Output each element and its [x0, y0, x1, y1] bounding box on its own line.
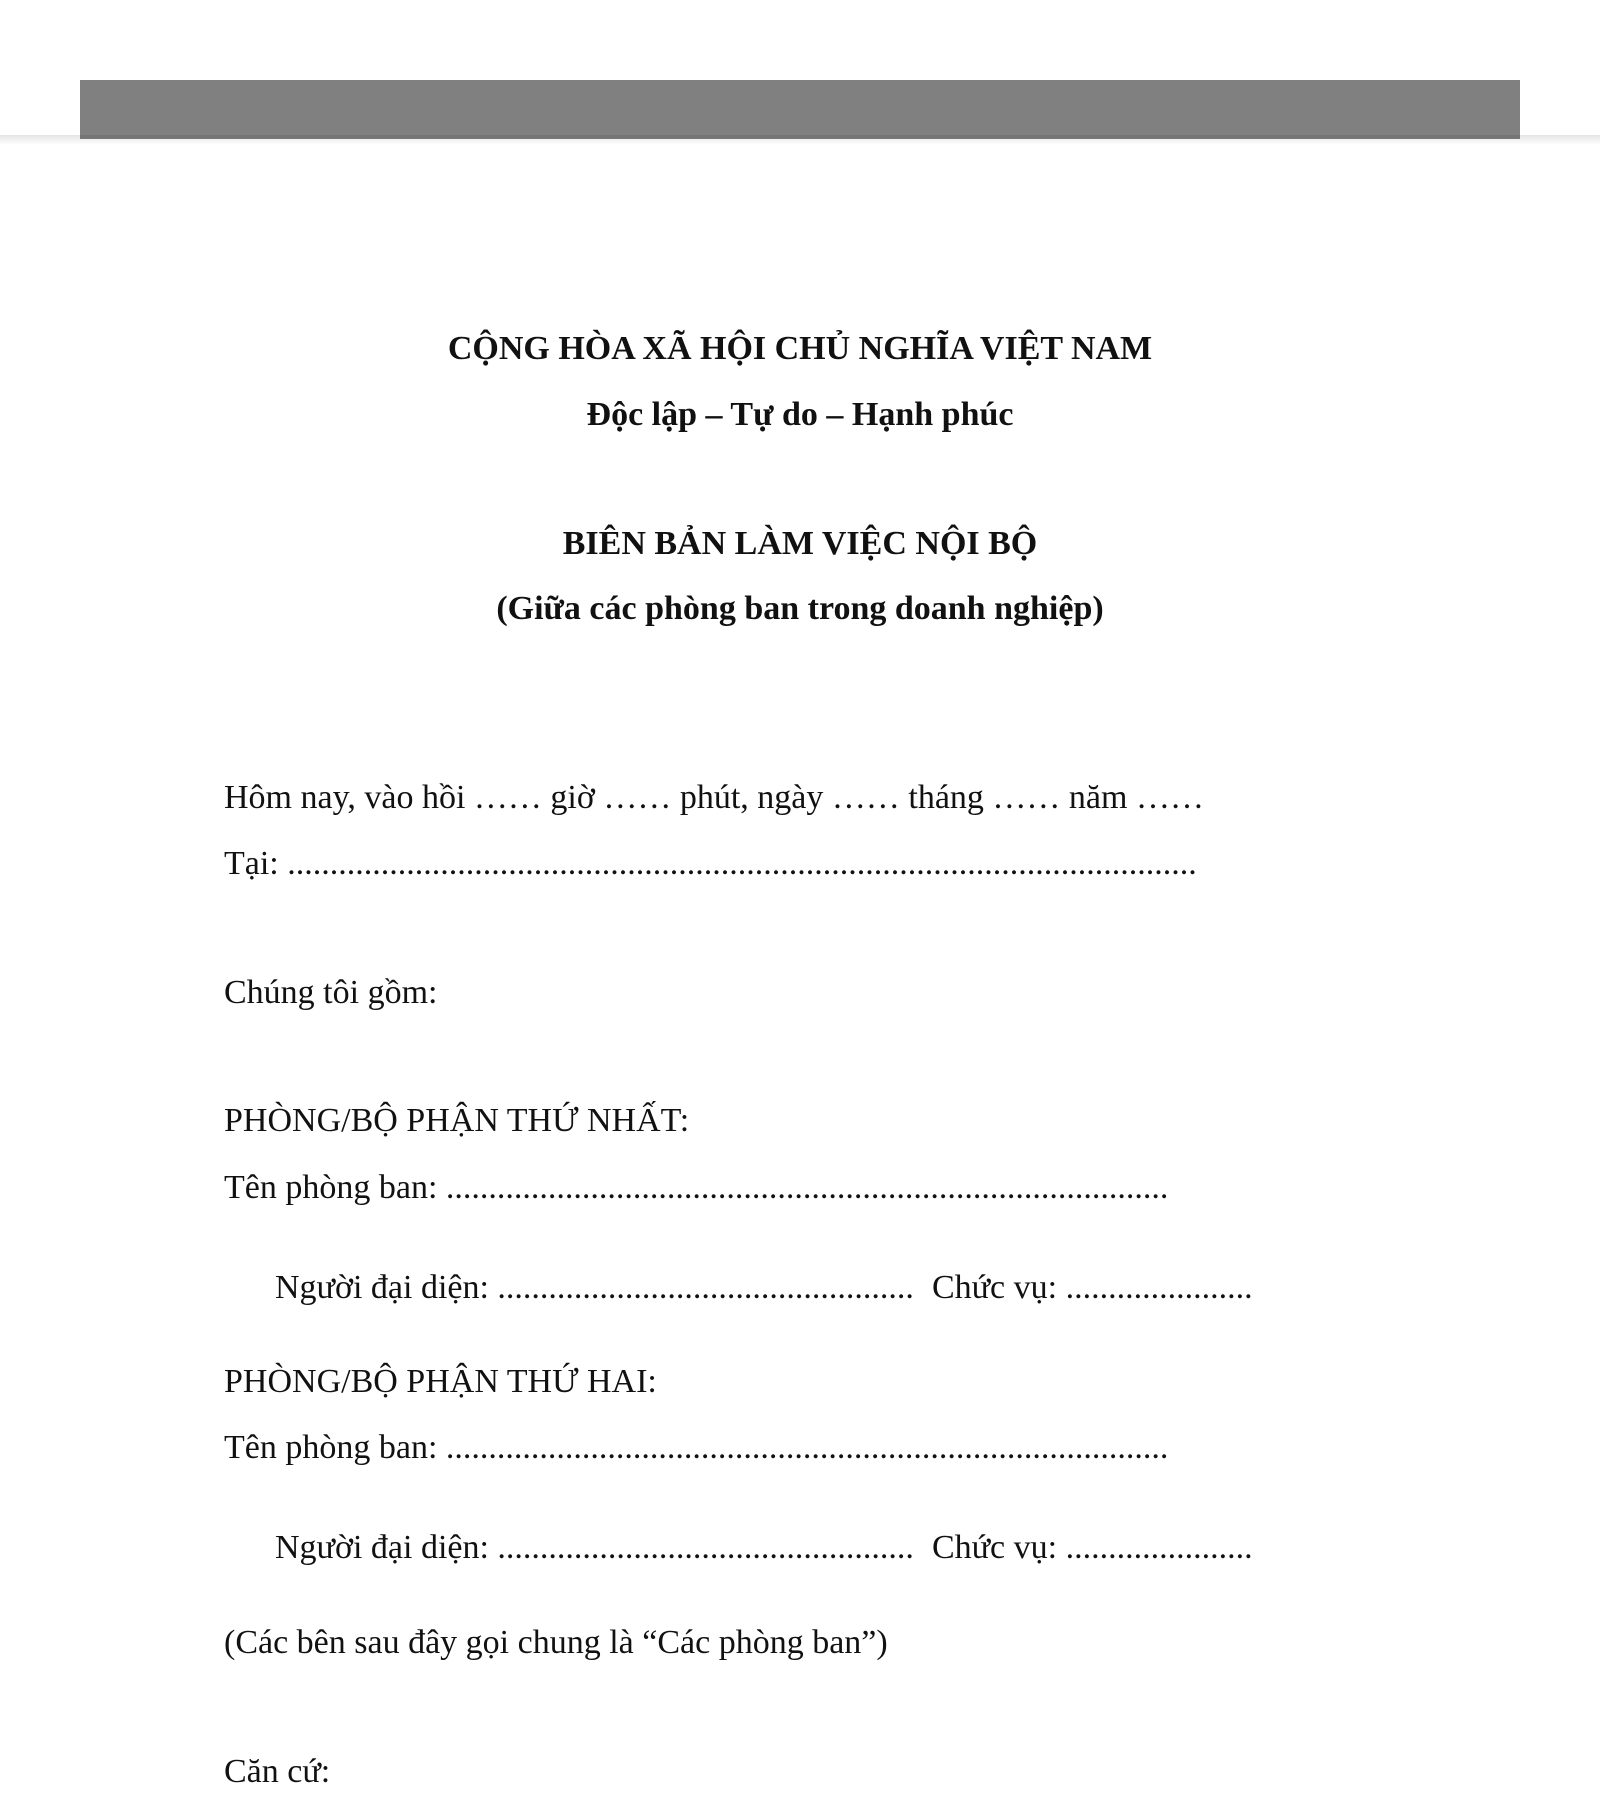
participants-label: Chúng tôi gồm: [224, 974, 438, 1011]
basis-label: Căn cứ: [224, 1753, 331, 1790]
department-2-representative-row [224, 1497, 1253, 1599]
department-1-representative-row [224, 1237, 1253, 1339]
document-subtitle: (Giữa các phòng ban trong doanh nghiệp) [496, 590, 1104, 627]
department-2-name-line: Tên phòng ban: ..................................................................................... [224, 1429, 1169, 1466]
country-name: CỘNG HÒA XÃ HỘI CHỦ NGHĨA VIỆT NAM [447, 330, 1153, 367]
department-1-name-line: Tên phòng ban: ..................................................................................... [224, 1169, 1169, 1206]
location-line: Tại: ........................................................................................................... [224, 845, 1197, 882]
collective-note: (Các bên sau đây gọi chung là “Các phòng ban”) [224, 1624, 888, 1661]
department-1-representative-line: Người đại diện: ................................................. [275, 1269, 914, 1306]
department-1-position-line: Chức vụ: ...................... [931, 1269, 1253, 1306]
document-title: BIÊN BẢN LÀM VIỆC NỘI BỘ [562, 525, 1038, 562]
department-1-heading: PHÒNG/BỘ PHẬN THỨ NHẤT: [224, 1102, 690, 1139]
department-2-representative-line: Người đại diện: ................................................. [275, 1529, 914, 1566]
department-2-position-line: Chức vụ: ...................... [931, 1529, 1253, 1566]
intro-time-line: Hôm nay, vào hồi …… giờ …… phút, ngày …… tháng …… năm …… [224, 779, 1204, 816]
department-2-heading: PHÒNG/BỘ PHẬN THỨ HAI: [224, 1363, 657, 1400]
national-motto: Độc lập – Tự do – Hạnh phúc [586, 396, 1014, 433]
